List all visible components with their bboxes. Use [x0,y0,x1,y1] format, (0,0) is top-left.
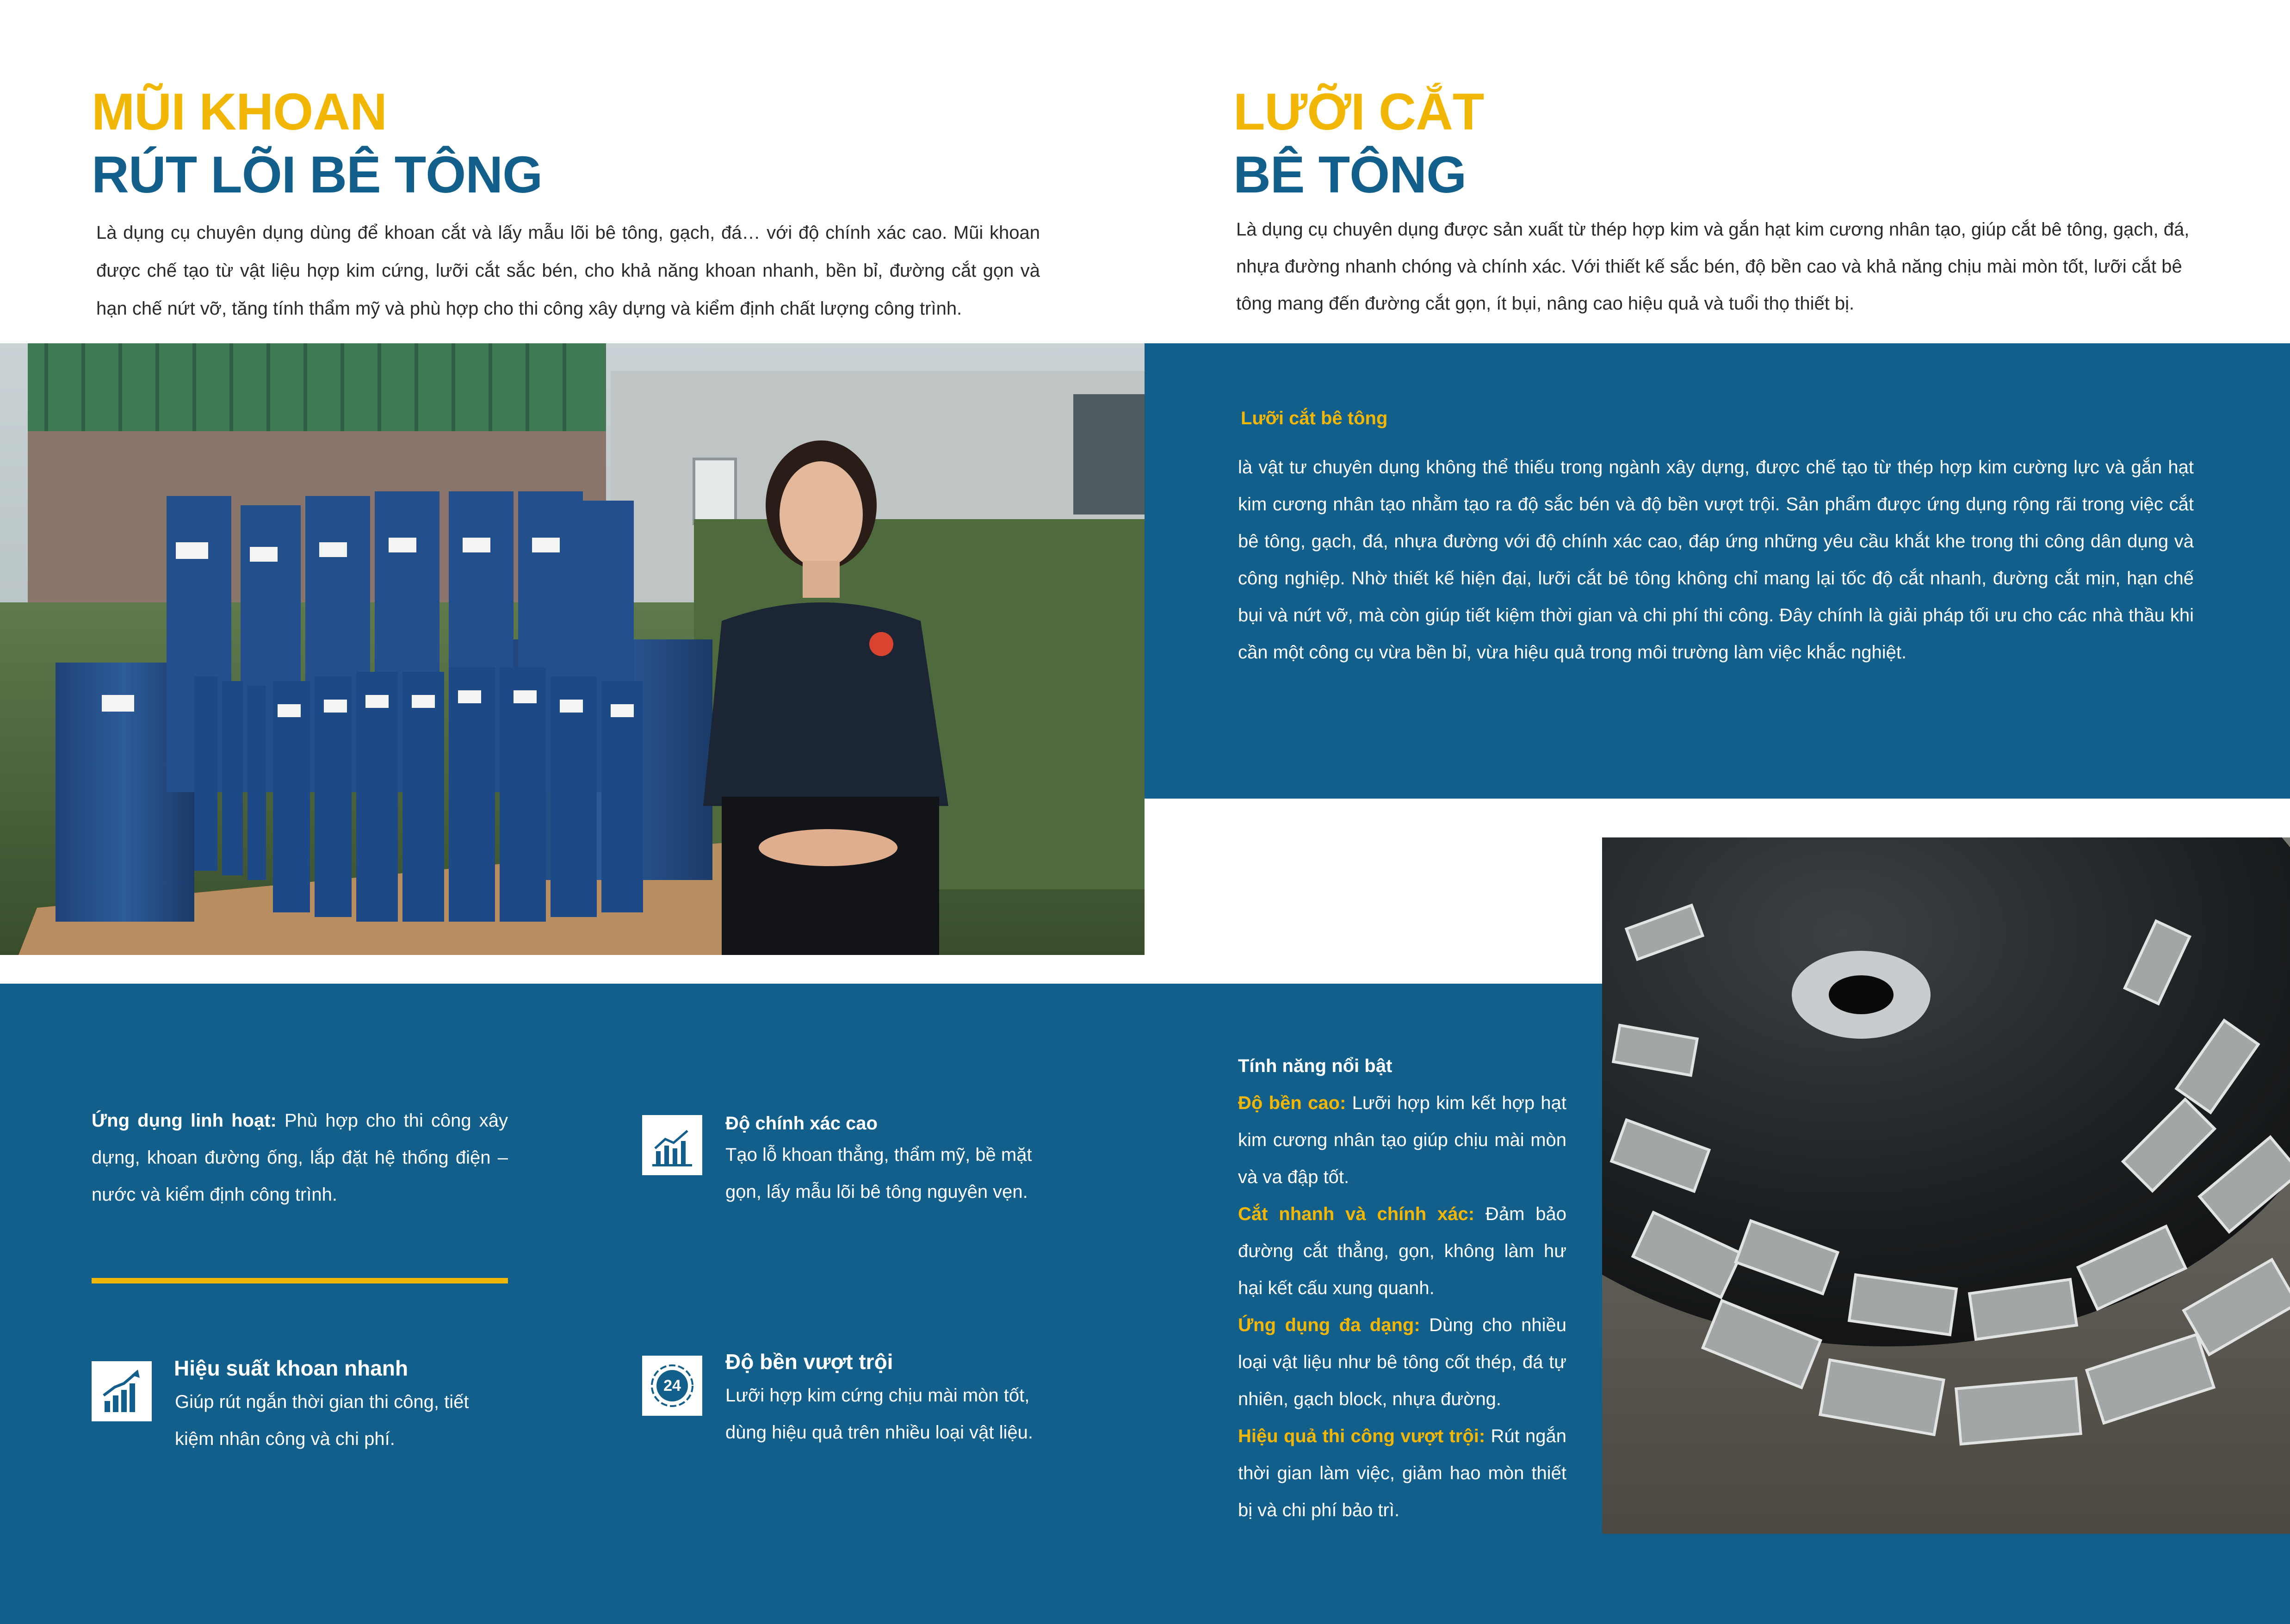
feature-application-title: Ứng dụng linh hoạt: [92,1110,277,1131]
feature-application-body: Phù hợp cho thi công xây dựng, khoan đường ống, lắp đặt hệ thống điện – nước và kiểm định công trình. [92,1110,508,1205]
highlight-item-title: Độ bền cao: [1238,1093,1346,1113]
highlights-heading: Tính năng nổi bật [1238,1056,1393,1076]
feature-precision-body: Tạo lỗ khoan thẳng, thẩm mỹ, bề mặt gọn, lấy mẫu lõi bê tông nguyên vẹn. [725,1145,1032,1202]
highlight-item [1238,1307,1566,1418]
feature-performance-title: Hiệu suất khoan nhanh [174,1356,408,1380]
feature-durability-body: Lưỡi hợp kim cứng chịu mài mòn tốt, dùng hiệu quả trên nhiều loại vật liệu. [725,1385,1033,1443]
bar-chart-icon [642,1115,702,1175]
blade-title-line1: LƯỠI CẮT [1233,83,1484,141]
highlight-item-body: Đảm bảo đường cắt thẳng, gọn, không làm hư hại kết cấu xung quanh. [1238,1204,1566,1298]
highlights-list [1238,1085,1566,1529]
growth-chart-icon [92,1361,152,1421]
feature-durability-title: Độ bền vượt trội [725,1350,893,1374]
blade-panel-body: là vật tư chuyên dụng không thể thiếu trong ngành xây dựng, được chế tạo từ thép hợp kim cường lực và gắn hạt kim cương nhân tạo nhằm tạo ra độ sắc bén và độ bền vượt trội. Sản phẩm được ứng dụng rộng rãi trong việc cắt bê tông, gạch, đá, nhựa đường với độ chính xác cao, đáp ứng những yêu cầu khắt khe trong thi công dân dụng và công nghiệp. Nhờ thiết kế hiện đại, lưỡi cắt bê tông không chỉ mang lại tốc độ cắt nhanh, đường cắt mịn, hạn chế bụi và nứt vỡ, mà còn giúp tiết kiệm thời gian và chi phí thi công. Đây chính là giải pháp tối ưu cho các nhà thầu khi cần một công cụ vừa bền bỉ, vừa hiệu quả trong môi trường làm việc khắc nghiệt. [1238,457,2194,663]
yellow-divider [92,1278,508,1283]
24-hour-icon-label: 24 [663,1377,681,1395]
blade-intro-text: Là dụng cụ chuyên dụng được sản xuất từ thép hợp kim và gắn hạt kim cương nhân tạo, giúp cắt bê tông, gạch, đá, nhựa đường nhanh chóng và chính xác. Với thiết kế sắc bén, độ bền cao và khả năng chịu mài mòn tốt, lưỡi cắt bê tông mang đến đường cắt gọn, ít bụi, nâng cao hiệu quả và tuổi thọ thiết bị. [1236,219,2190,314]
drill-bits-photo [0,343,1145,955]
24-hour-icon [642,1356,702,1416]
feature-application [92,1102,508,1213]
highlight-item [1238,1085,1566,1196]
blade-panel-title: Lưỡi cắt bê tông [1241,408,1388,428]
blade-title-line2: BÊ TÔNG [1233,146,1467,204]
drill-bits-illustration [0,343,1145,955]
feature-precision-title: Độ chính xác cao [725,1113,878,1134]
highlight-item-body: Dùng cho nhiều loại vật liệu như bê tông cốt thép, đá tự nhiên, gạch block, nhựa đường. [1238,1315,1566,1409]
feature-performance-body: Giúp rút ngắn thời gian thi công, tiết kiệm nhân công và chi phí. [175,1392,469,1449]
highlight-item [1238,1418,1566,1529]
highlight-item [1238,1196,1566,1307]
drill-intro-text: Là dụng cụ chuyên dụng dùng để khoan cắt và lấy mẫu lõi bê tông, gạch, đá… với độ chính xác cao. Mũi khoan được chế tạo từ vật liệu hợp kim cứng, lưỡi cắt sắc bén, cho khả năng khoan nhanh, bền bỉ, đường cắt gọn và hạn chế nứt vỡ, tăng tính thẩm mỹ và phù hợp cho thi công xây dựng và kiểm định chất lượng công trình. [96,223,1040,319]
saw-blade-illustration [1602,837,2290,1534]
highlight-item-title: Cắt nhanh và chính xác: [1238,1204,1475,1224]
highlight-item-title: Ứng dụng đa dạng: [1238,1315,1420,1335]
saw-blade-photo [1602,837,2290,1534]
drill-title-line2: RÚT LÕI BÊ TÔNG [92,146,543,204]
highlight-item-body: Rút ngắn thời gian làm việc, giảm hao mòn thiết bị và chi phí bảo trì. [1238,1426,1566,1520]
highlight-item-title: Hiệu quả thi công vượt trội: [1238,1426,1485,1446]
drill-title-line1: MŨI KHOAN [92,83,387,141]
highlight-item-body: Lưỡi hợp kim kết hợp hạt kim cương nhân tạo giúp chịu mài mòn và va đập tốt. [1238,1093,1567,1187]
